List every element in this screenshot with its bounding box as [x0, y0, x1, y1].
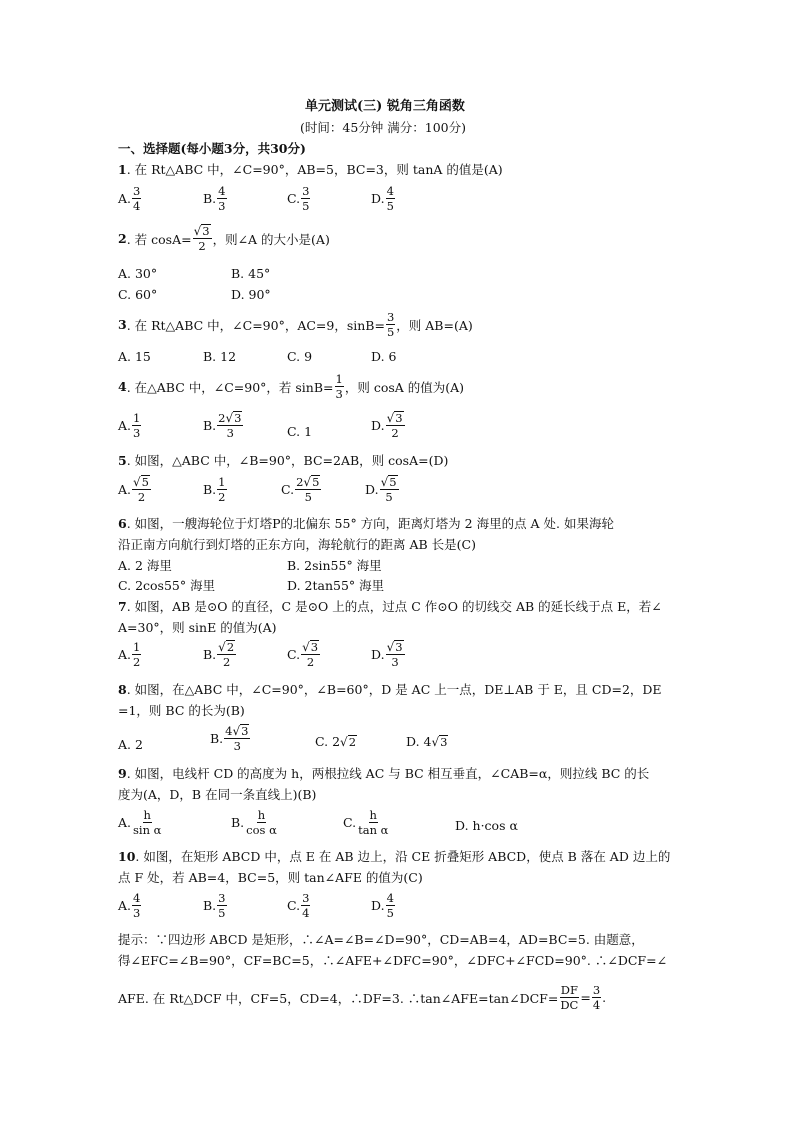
q1-option-c: C. $\frac{3}{5}$	[287, 184, 310, 213]
q8-option-d: D. 4 √ 3	[406, 734, 448, 749]
q3-option-a: A. 15	[118, 349, 151, 364]
question-9: 9. 如图，电线杆 CD 的高度为 h，两根拉线 AC 与 BC 相互垂直，∠CAB=α，则拉线 BC 的长	[118, 766, 650, 781]
q1-option-d: D. $\frac{4}{5}$	[371, 184, 394, 213]
q6-option-c: C. 2cos55° 海里	[118, 578, 216, 593]
hint-line-3: AFE. 在 Rt△DCF 中，CF=5，CD=4，∴DF=3. ∴tan∠AFE=tan∠DCF= $\frac{DF}{DC}$ = $\frac{3}{4}$ .	[118, 983, 607, 1012]
q9-option-b: B. $\frac{h}{\text{cos α}}$	[231, 808, 277, 837]
q10-option-a: A. $\frac{4}{3}$	[118, 891, 141, 920]
question-6: 6. 如图，一艘海轮位于灯塔P的北偏东 55° 方向，距离灯塔为 2 海里的点 A 处. 如果海轮	[118, 516, 614, 531]
q2-option-d: D. 90°	[231, 287, 271, 302]
q3-option-c: C. 9	[287, 349, 313, 364]
q5-option-d: D. √ 5 5	[365, 475, 397, 504]
q2-option-a: A. 30°	[118, 266, 158, 281]
q7-option-a: A. $\frac{1}{2}$	[118, 640, 141, 669]
q4-option-a: A. $\frac{1}{3}$	[118, 411, 141, 440]
question-1: 1. 在 Rt△ABC 中，∠C=90°，AB=5，BC=3，则 tanA 的值是(A)	[118, 162, 503, 177]
q7-option-d: D. √ 3 3	[371, 640, 403, 669]
q4-option-c: C. 1	[287, 424, 313, 439]
q2-option-c: C. 60°	[118, 287, 158, 302]
q3-option-d: D. 6	[371, 349, 397, 364]
q10-option-b: B. $\frac{3}{5}$	[203, 891, 226, 920]
q5-option-a: A. √ 5 2	[118, 475, 149, 504]
q6-option-d: D. 2tan55° 海里	[287, 578, 385, 593]
question-7-cont: A=30°，则 sinE 的值为(A)	[118, 620, 277, 635]
hint-line-2: 得∠EFC=∠B=90°，CF=BC=5，∴∠AFE+∠DFC=90°，∠DFC+∠FCD=90°. ∴∠DCF=∠	[118, 953, 668, 968]
question-8: 8. 如图，在△ABC 中，∠C=90°，∠B=60°，D 是 AC 上一点，DE⊥AB 于 E，且 CD=2，DE	[118, 682, 662, 697]
q8-option-b: B. 4 √ 3 3	[210, 724, 249, 753]
page-subtitle: (时间：45分钟 满分：100分)	[300, 120, 466, 135]
question-9-cont: 度为(A，D，B 在同一条直线上)(B)	[118, 787, 317, 802]
question-8-cont: =1，则 BC 的长为(B)	[118, 703, 245, 718]
q9-option-d: D. h·cos α	[455, 818, 518, 833]
question-5: 5. 如图，△ABC 中，∠B=90°，BC=2AB，则 cosA=(D)	[118, 453, 449, 468]
q1-option-a: A. $\frac{3}{4}$	[118, 184, 141, 213]
question-10: 10. 如图，在矩形 ABCD 中，点 E 在 AB 边上，沿 CE 折叠矩形 ABCD，使点 B 落在 AD 边上的	[118, 849, 671, 864]
q9-option-a: A. $\frac{h}{\text{sin α}}$	[118, 808, 162, 837]
q3-option-b: B. 12	[203, 349, 237, 364]
q4-option-d: D. √ 3 2	[371, 411, 403, 440]
question-2: 2 . 若 cosA= √ 3 2 ，则∠A 的大小是(A)	[118, 224, 330, 253]
q6-option-b: B. 2sin55° 海里	[287, 558, 382, 573]
q4-option-b: B. 2 √ 3 3	[203, 411, 242, 440]
question-10-cont: 点 F 处，若 AB=4，BC=5，则 tan∠AFE 的值为(C)	[118, 870, 423, 885]
q7-option-c: C. √ 3 2	[287, 640, 319, 669]
question-4: 4 . 在△ABC 中，∠C=90°，若 sinB= $\frac{1}{3}$ ，则 cosA 的值为(A)	[118, 372, 465, 401]
q2-option-b: B. 45°	[231, 266, 271, 281]
question-7: 7. 如图，AB 是⊙O 的直径，C 是⊙O 上的点，过点 C 作⊙O 的切线交 AB 的延长线于点 E，若∠	[118, 599, 662, 614]
q5-option-b: B. $\frac{1}{2}$	[203, 475, 226, 504]
q9-option-c: C. $\frac{h}{\text{tan α}}$	[343, 808, 389, 837]
page-title: 单元测试(三) 锐角三角函数	[305, 99, 465, 114]
q1-option-b: B. $\frac{4}{3}$	[203, 184, 226, 213]
q8-option-a: A. 2	[118, 737, 143, 752]
section-heading: 一、选择题(每小题3分，共30分)	[118, 141, 306, 156]
q7-option-b: B. √ 2 2	[203, 640, 235, 669]
q10-option-d: D. $\frac{4}{5}$	[371, 891, 394, 920]
q6-option-a: A. 2 海里	[118, 558, 172, 573]
q10-option-c: C. $\frac{3}{4}$	[287, 891, 310, 920]
question-6-cont: 沿正南方向航行到灯塔的正东方向，海轮航行的距离 AB 长是(C)	[118, 537, 476, 552]
q5-option-c: C. 2 √ 5 5	[281, 475, 320, 504]
question-3: 3 . 在 Rt△ABC 中，∠C=90°，AC=9，sinB= $\frac{3}{5}$ ，则 AB=(A)	[118, 310, 473, 339]
q8-option-c: C. 2 √ 2	[315, 734, 357, 749]
hint-line-1: 提示：∵四边形 ABCD 是矩形，∴∠A=∠B=∠D=90°，CD=AB=4，AD=BC=5. 由题意，	[118, 932, 644, 947]
